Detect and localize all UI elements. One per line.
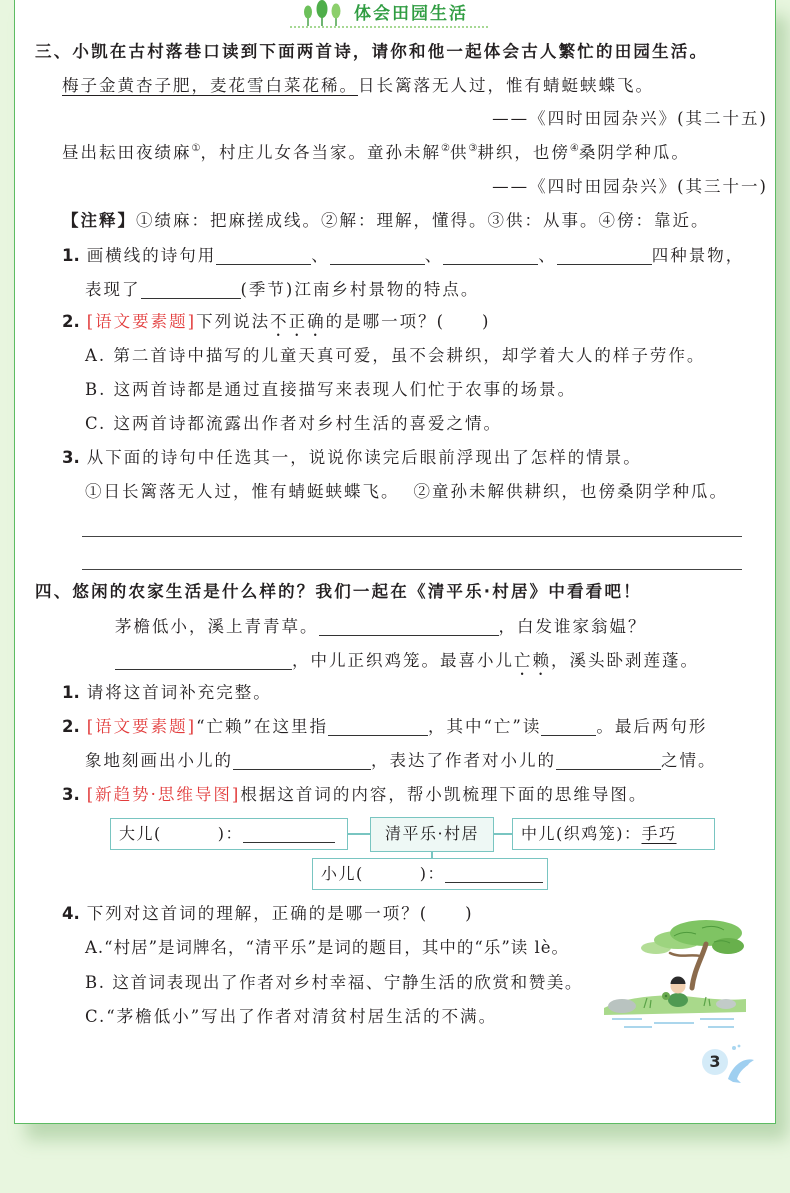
ci-text: ，白发谁家翁媪？ [498, 617, 647, 636]
option-b: B. 这两首诗都是通过直接描写来表现人们忙于农事的场景。 [85, 380, 577, 399]
mind-map-youngest-son [312, 858, 548, 890]
poem-2-source: ——《四时田园杂兴》(其三十一) [492, 177, 768, 196]
question-text: 之情。 [661, 751, 717, 770]
ci-text: 茅檐低小，溪上青青草。 [115, 617, 319, 636]
answer-blank [216, 246, 311, 265]
choice-1: ①日长篱落无人过，惟有蜻蜓蛱蝶飞。 [85, 482, 400, 501]
question-text: 根据这首词的内容，帮小凯梳理下面的思维导图。 [240, 785, 648, 804]
question-text: 下列说法 [196, 312, 271, 331]
child-by-stream-illustration [604, 918, 746, 1030]
answer-blank [115, 651, 292, 670]
answer-blank [243, 824, 335, 843]
footnote-marker: ② [440, 143, 450, 154]
answer-blank [330, 246, 425, 265]
mind-map-eldest-son [110, 818, 348, 850]
dolphin-icon [724, 1044, 758, 1084]
footnote-marker: ① [191, 143, 201, 154]
poem-1-underlined-lines: 梅子金黄杏子肥，麦花雪白菜花稀。 [62, 76, 358, 95]
question-text: 下列对这首词的理解，正确的是哪一项？( ) [86, 904, 474, 923]
option-c: C. 这两首诗都流露出作者对乡村生活的喜爱之情。 [85, 414, 503, 433]
answer-blank [328, 717, 428, 736]
answer-line [82, 569, 742, 570]
answer-line [82, 536, 742, 537]
mind-map-filled-answer: 手巧 [641, 824, 677, 843]
poem-1-rest: 日长篱落无人过，惟有蜻蜓蛱蝶飞。 [358, 76, 654, 95]
mind-map-connector [494, 833, 512, 835]
poem-2-text: ，村庄儿女各当家。童孙未解 [200, 143, 441, 162]
annotation-label: 【注释】 [62, 211, 136, 230]
answer-blank [557, 246, 652, 265]
separator: 、 [311, 246, 330, 265]
page-header-title: 体会田园生活 [354, 4, 468, 24]
ci-text: ，中儿正织鸡笼。最喜小儿 [292, 651, 514, 670]
page-number: 3 [702, 1049, 728, 1075]
section-4-heading: 四、悠闲的农家生活是什么样的？我们一起在《清平乐·村居》中看看吧！ [35, 582, 642, 601]
s4-question-2 [62, 714, 707, 740]
question-text: ，表达了作者对小儿的 [371, 751, 556, 770]
question-text: 表现了 [85, 280, 141, 299]
question-text: 象地刻画出小儿的 [85, 751, 233, 770]
poem-2 [62, 140, 690, 166]
option-c: C.“茅檐低小”写出了作者对清贫村居生活的不满。 [85, 1007, 498, 1026]
ci-line-1 [115, 614, 647, 640]
s3-question-3-choices [85, 479, 728, 505]
question-text: 的是哪一项？( ) [325, 312, 491, 331]
question-text: ，其中“亡”读 [428, 717, 542, 736]
mind-map-label: 中儿(织鸡笼)： [521, 824, 642, 843]
s4-question-1 [62, 680, 272, 706]
mind-map-center: 清平乐·村居 [370, 817, 494, 852]
ci-line-2 [115, 648, 699, 674]
mind-map-connector [348, 833, 370, 835]
question-tag: [语文要素题] [86, 717, 197, 736]
s4-question-4 [62, 901, 474, 927]
poem-2-text: 耕织，也傍 [477, 143, 570, 162]
option-a: A. 第二首诗中描写的儿童天真可爱，虽不会耕织，却学着大人的样子劳作。 [85, 346, 706, 365]
question-text: 四种景物， [651, 246, 745, 265]
question-tag: [语文要素题] [86, 312, 197, 331]
separator: 、 [424, 246, 444, 265]
section-3-heading: 三、小凯在古村落巷口读到下面两首诗，请你和他一起体会古人繁忙的田园生活。 [35, 42, 709, 61]
footnote-marker: ③ [468, 143, 478, 154]
annotation-text: ①绩麻：把麻搓成线。②解：理解，懂得。③供：从事。④傍：靠近。 [136, 211, 710, 230]
option-a: A.“村居”是词牌名，“清平乐”是词的题目，其中的“乐”读 lè。 [85, 938, 570, 957]
mind-map-middle-son [512, 818, 715, 850]
question-number: 4. [62, 904, 80, 923]
poem-1 [62, 73, 654, 99]
question-text: 画横线的诗句用 [86, 246, 217, 265]
answer-blank [233, 751, 371, 770]
question-number: 3. [62, 785, 80, 804]
emphasized-text: 亡赖 [514, 651, 551, 670]
sprout-icon [298, 0, 346, 28]
question-text: 请将这首词补充完整。 [86, 683, 272, 702]
poem-1-source: ——《四时田园杂兴》(其二十五) [492, 109, 768, 128]
question-text: “亡赖”在这里指 [196, 717, 328, 736]
annotation-line [62, 208, 710, 234]
question-text: (季节)江南乡村景物的特点。 [240, 280, 480, 299]
s3-question-1 [62, 243, 744, 269]
ci-text: ，溪头卧剥莲蓬。 [551, 651, 699, 670]
question-number: 2. [62, 717, 80, 736]
answer-blank [141, 280, 241, 299]
option-b: B. 这首词表现出了作者对乡村幸福、宁静生活的欣赏和赞美。 [85, 973, 584, 992]
mind-map-label: 小儿( [321, 864, 364, 883]
question-number: 1. [62, 246, 80, 265]
poem-2-text: 桑阴学种瓜。 [578, 143, 690, 162]
s3-question-3 [62, 445, 642, 471]
poem-2-text: 昼出耘田夜绩麻 [62, 143, 192, 162]
question-text: 。最后两句形 [596, 717, 708, 736]
s3-question-2 [62, 309, 491, 335]
mind-map-label: )： [217, 824, 243, 843]
answer-blank [319, 617, 499, 636]
separator: 、 [538, 246, 557, 265]
question-number: 1. [62, 683, 80, 702]
answer-blank [445, 864, 543, 883]
question-text: 从下面的诗句中任选其一，说说你读完后眼前浮现出了怎样的情景。 [86, 448, 642, 467]
s4-question-3 [62, 782, 647, 808]
question-tag: [新趋势·思维导图] [86, 785, 241, 804]
poem-2-text: 供 [449, 143, 469, 162]
s4-question-2-line-2 [85, 748, 717, 774]
question-number: 3. [62, 448, 80, 467]
footnote-marker: ④ [569, 143, 579, 154]
choice-2: ②童孙未解供耕织，也傍桑阴学种瓜。 [413, 482, 728, 501]
answer-blank [541, 717, 596, 736]
mind-map-label: )： [419, 864, 445, 883]
answer-blank [443, 246, 538, 265]
emphasized-text: 不正确 [270, 312, 326, 331]
answer-blank [556, 751, 661, 770]
question-number: 2. [62, 312, 80, 331]
s3-question-1-line-2 [85, 277, 479, 303]
mind-map-label: 大儿( [119, 824, 162, 843]
